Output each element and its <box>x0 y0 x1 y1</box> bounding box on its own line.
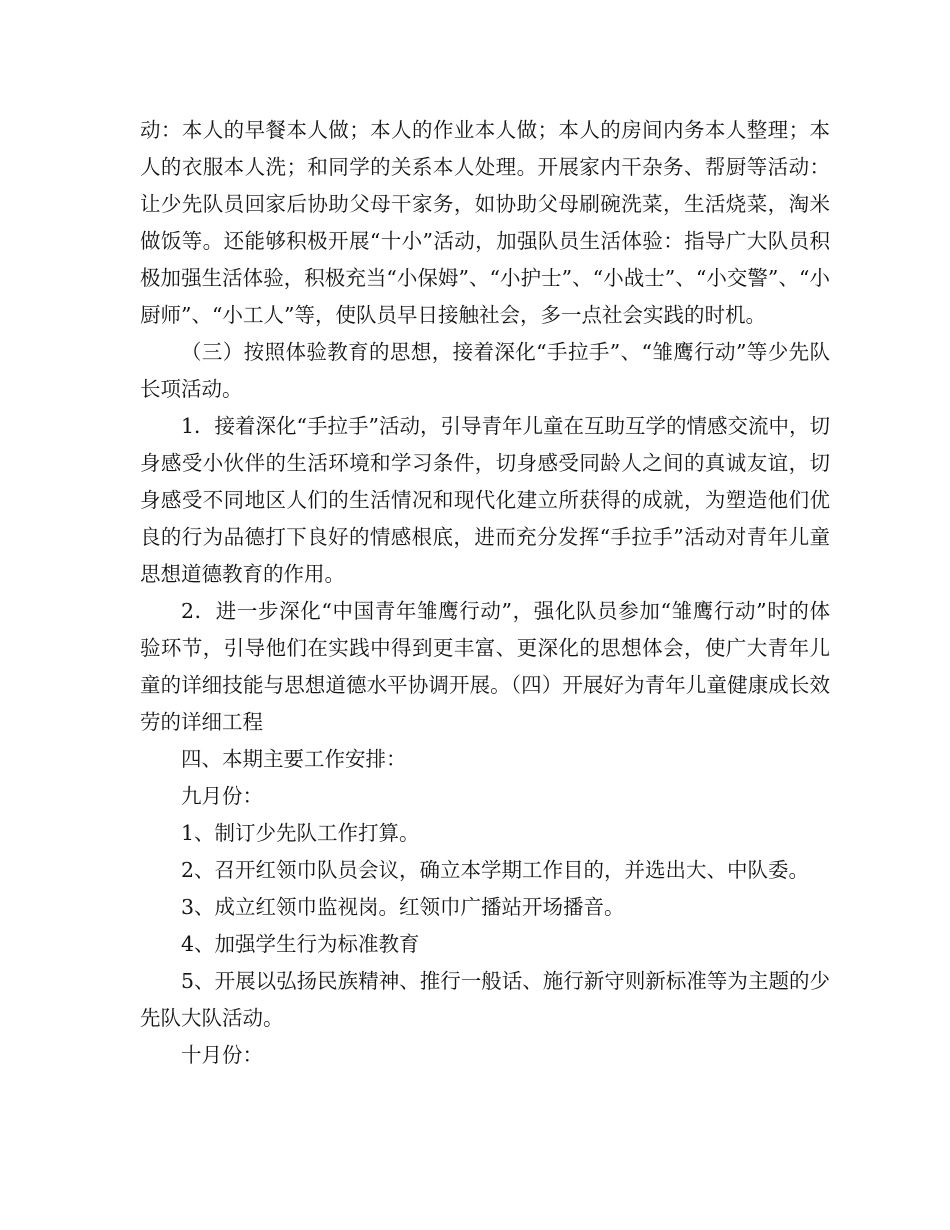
list-item-5: 5、开展以弘扬民族精神、推行一般话、施行新守则新标准等为主题的少先队大队活动。 <box>140 969 830 1030</box>
heading-work-schedule: 四、本期主要工作安排： <box>181 747 407 771</box>
paragraph-eagle-action: 2．进一步深化“中国青年雏鹰行动”，强化队员参加“雏鹰行动”时的体验环节，引导他们在实践中得到更丰富、更深化的思想体会，使广大青年儿童的详细技能与思想道德水平协调开展。（四）开展好为青年儿童健康成长效劳的详细工程 <box>140 599 830 734</box>
heading-october: 十月份： <box>181 1043 263 1067</box>
paragraph-life-activities: 动：本人的早餐本人做；本人的作业本人做；本人的房间内务本人整理；本人的衣服本人洗；和同学的关系本人处理。开展家内干杂务、帮厨等活动：让少先队员回家后协助父母干家务，如协助父母刷碗洗菜，生活烧菜，淘米做饭等。还能够积极开展“十小”活动，加强队员生活体验：指导广大队员积极加强生活体验，积极充当“小保姆”、“小护士”、“小战士”、“小交警”、“小厨师”、“小工人”等，使队员早日接触社会，多一点社会实践的时机。 <box>140 118 830 327</box>
list-item-2: 2、召开红领巾队员会议，确立本学期工作目的，并选出大、中队委。 <box>181 858 810 882</box>
heading-september: 九月份： <box>181 784 263 808</box>
list-item-4: 4、加强学生行为标准教育 <box>181 932 420 956</box>
list-item-1: 1、制订少先队工作打算。 <box>181 821 420 845</box>
paragraph-section-three: （三）按照体验教育的思想，接着深化“手拉手”、“雏鹰行动”等少先队长项活动。 <box>140 340 830 401</box>
document-page <box>140 112 830 1074</box>
list-item-3: 3、成立红领巾监视岗。红领巾广播站开场播音。 <box>181 895 625 919</box>
paragraph-hand-in-hand: 1．接着深化“手拉手”活动，引导青年儿童在互助互学的情感交流中，切身感受小伙伴的生活环境和学习条件，切身感受同龄人之间的真诚友谊，切身感受不同地区人们的生活情况和现代化建立所获得的成就，为塑造他们优良的行为品德打下良好的情感根底，进而充分发挥“手拉手”活动对青年儿童思想道德教育的作用。 <box>140 414 831 586</box>
